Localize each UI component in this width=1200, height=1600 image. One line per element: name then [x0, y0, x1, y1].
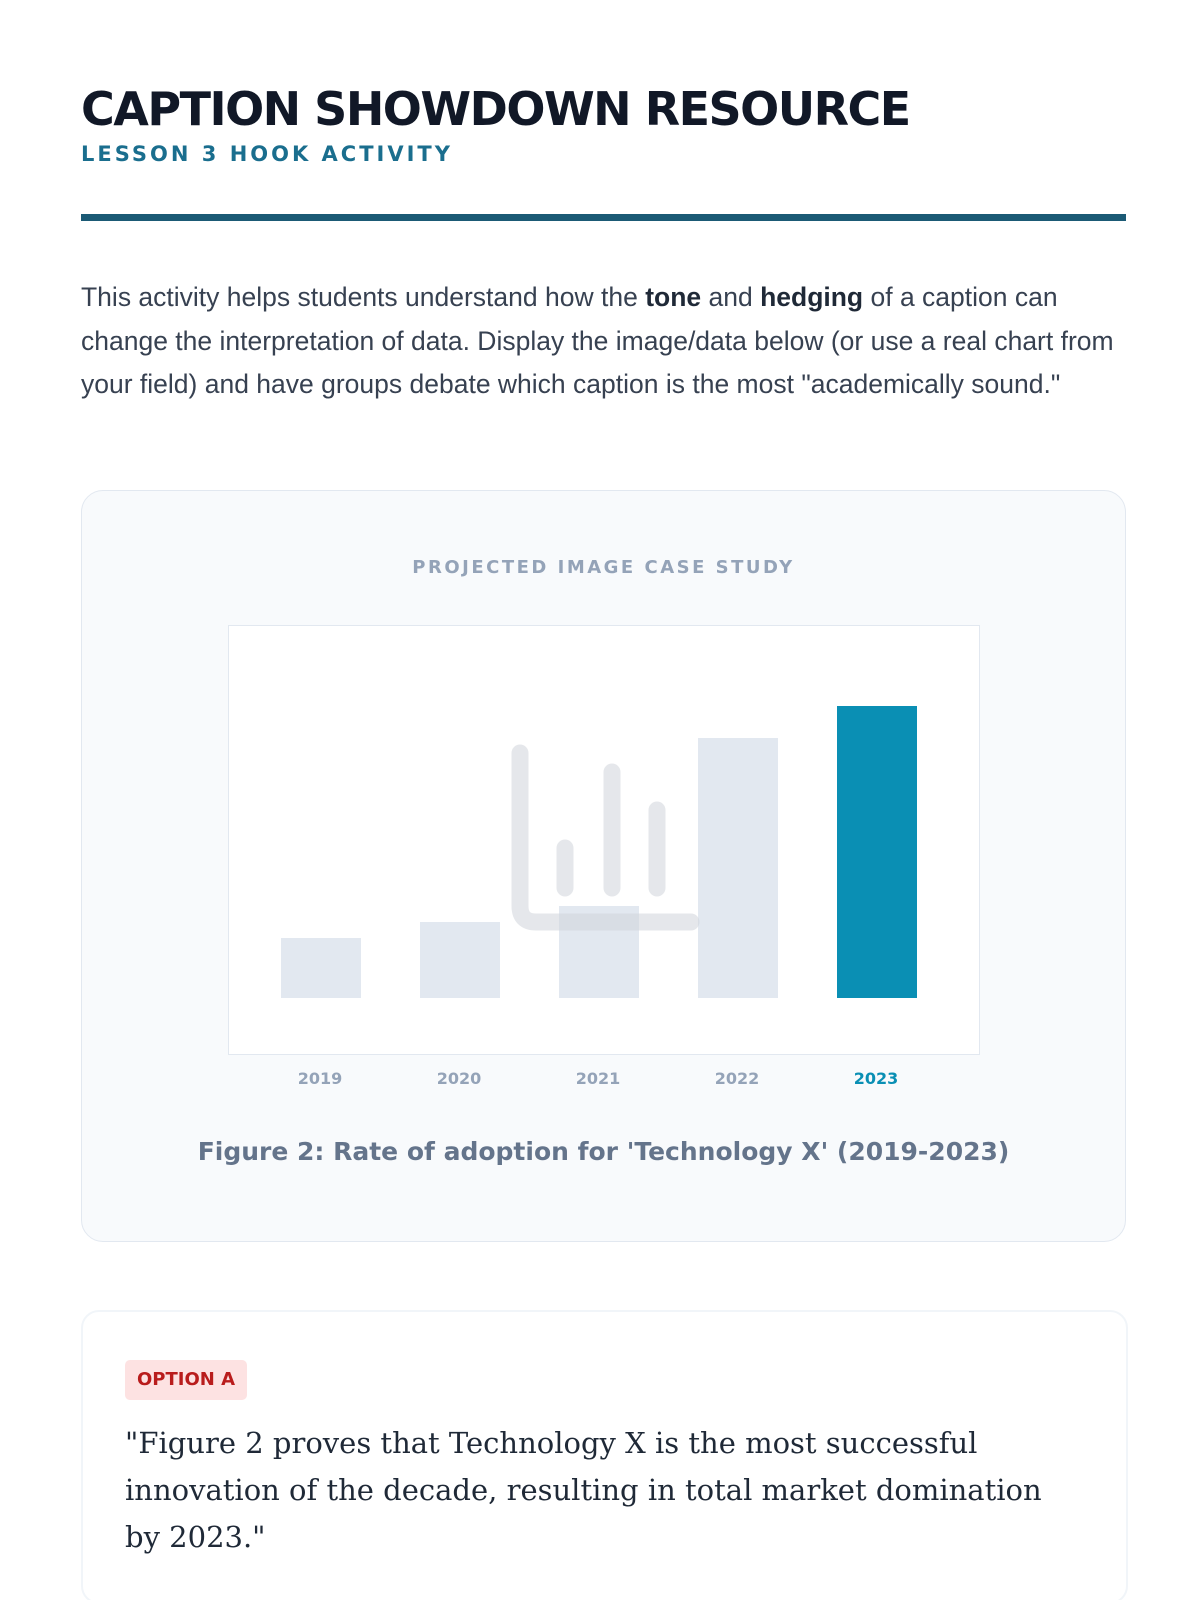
- case-study-label: PROJECTED IMAGE CASE STUDY: [412, 557, 795, 578]
- chart-panel: [228, 625, 980, 1055]
- page-title: CAPTION SHOWDOWN RESOURCE: [81, 82, 910, 136]
- option-a-card[interactable]: [81, 1310, 1128, 1600]
- x-tick-label-2022: 2022: [714, 1069, 760, 1088]
- intro-text-1: This activity helps students understand how the: [81, 282, 646, 312]
- bar-chart: [229, 626, 979, 1054]
- bar-2022: [698, 738, 778, 998]
- bar-2019: [281, 938, 361, 998]
- intro-keyword-tone: tone: [645, 282, 702, 312]
- x-tick-label-2023: 2023: [853, 1069, 899, 1088]
- option-a-caption: "Figure 2 proves that Technology X is the most successful innovation of the decade, resulting in total market domination by 2023.": [125, 1426, 1042, 1554]
- x-tick-label-2019: 2019: [297, 1069, 343, 1088]
- intro-text-2: and: [701, 282, 761, 312]
- page-subtitle: LESSON 3 HOOK ACTIVITY: [81, 142, 453, 166]
- intro-keyword-hedging: hedging: [760, 282, 864, 312]
- header-divider: [81, 214, 1126, 221]
- x-tick-label-2020: 2020: [436, 1069, 482, 1088]
- bar-2020: [420, 922, 500, 998]
- figure-caption: Figure 2: Rate of adoption for 'Technology X' (2019-2023): [197, 1137, 1010, 1166]
- case-study-card: [81, 490, 1126, 1242]
- x-axis-labels: [228, 1069, 978, 1099]
- intro-paragraph: [81, 276, 1126, 407]
- intro-text-3: of a caption can change the interpretation of data. Display the image/data below (or use a real chart from your field) and have groups debate which caption is the most "academically sound.": [81, 282, 1114, 399]
- bar-chart-icon: [520, 753, 691, 922]
- bar-2023: [837, 706, 917, 998]
- x-tick-label-2021: 2021: [575, 1069, 621, 1088]
- bars-layer: [281, 706, 917, 998]
- option-a-badge: OPTION A: [125, 1360, 247, 1400]
